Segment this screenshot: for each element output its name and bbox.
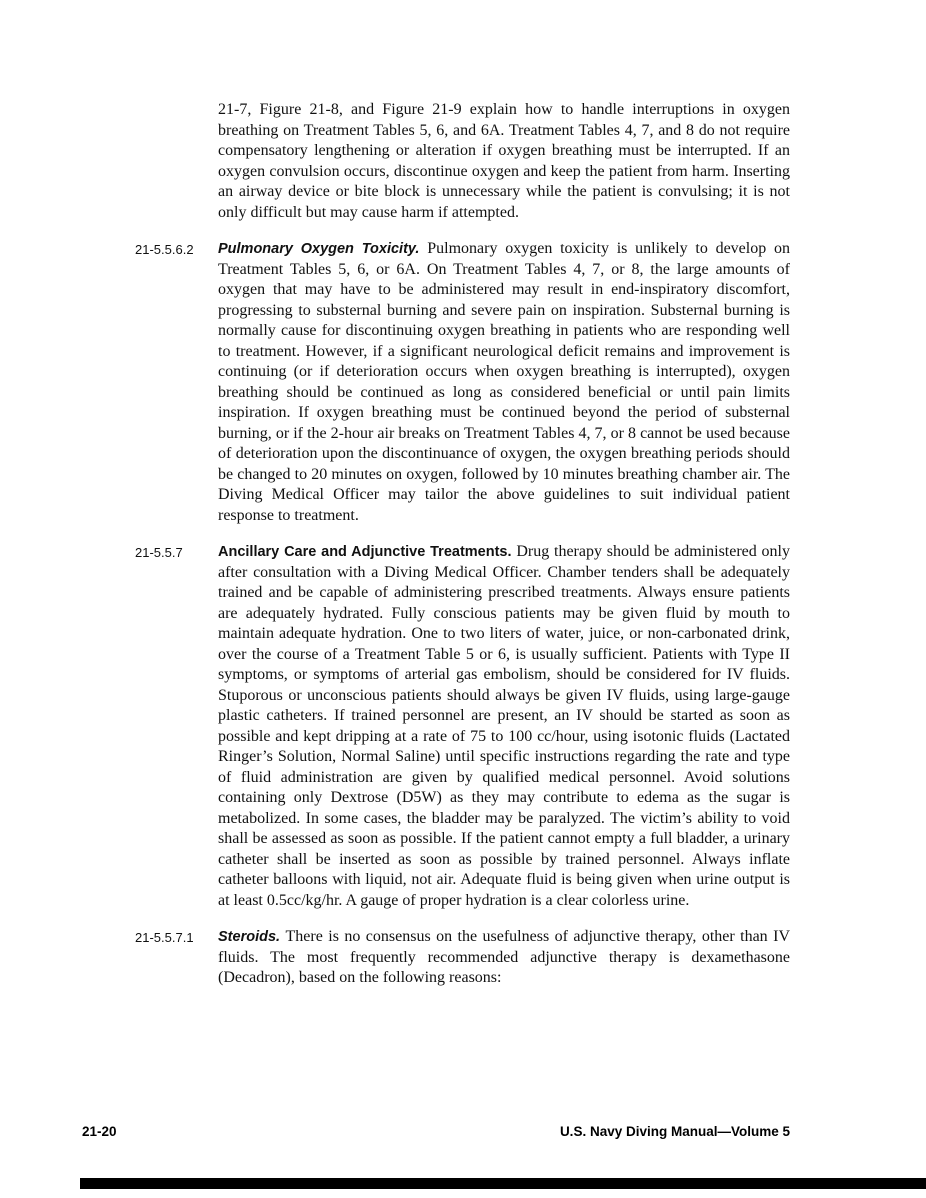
section-21-5-5-7-1 [135,927,926,989]
paragraph-body-text: 21-7, Figure 21-8, and Figure 21-9 explain how to handle interruptions in oxygen breathing on Treatment Tables 5, 6, and 6A. Treatment Tables 4, 7, and 8 do not require compensatory lengthening or alteration if oxygen breathing must be interrupted. If an oxygen convulsion occurs, discontinue oxygen and keep the patient from harm. Inserting an airway device or bite block is unnecessary while the patient is convulsing; it is not only difficult but may cause harm if attempted. [218,101,790,221]
paragraph-body-text: Drug therapy should be administered only after consultation with a Diving Medical Officer. Chamber tenders shall be adequately trained and be capable of administering prescribed treatments. Always ensure patients are adequately hydrated. Fully conscious patients may be given fluid by mouth to maintain adequate hydration. One to two liters of water, juice, or non-carbonated drink, over the course of a Treatment Table 5 or 6, is usually sufficient. Patients with Type II symptoms, or symptoms of arterial gas embolism, should be considered for IV fluids. Stuporous or unconscious patients should always be given IV fluids, using large-gauge plastic catheters. If trained personnel are present, an IV should be started as soon as possible and kept dripping at a rate of 75 to 100 cc/hour, using isotonic fluids (Lactated Ringer’s Solution, Normal Saline) until specific instructions regarding the rate and type of fluid administration are given by qualified medical personnel. Avoid solutions containing only Dextrose (D5W) as they may contribute to edema as the sugar is metabolized. In some cases, the bladder may be paralyzed. The victim’s ability to void shall be assessed as soon as possible. If the patient cannot empty a full bladder, a urinary catheter shall be inserted as soon as possible by trained personnel. Always inflate catheter balloons with liquid, not air. Adequate fluid is being given when urine output is at least 0.5cc/kg/hr. A gauge of proper hydration is a clear colorless urine. [218,543,791,909]
section-label: 21-5.5.7 [135,545,183,560]
section-label: 21-5.5.7.1 [135,930,194,945]
section-heading: Ancillary Care and Adjunctive Treatments. [218,544,512,560]
footer-page-number: 21-20 [82,1124,117,1139]
paragraph-text [218,542,790,911]
paragraph-body-text: Pulmonary oxygen toxicity is unlikely to develop on Treatment Tables 5, 6, or 6A. On Treatment Tables 4, 7, or 8, the large amounts of oxygen that may have to be administered may result in end-inspiratory discomfort, progressing to substernal burning and severe pain on inspiration. Substernal burning is normally cause for discontinuing oxygen breathing in patients who are responding well to treatment. However, if a significant neurological deficit remains and improvement is continuing (or if deterioration occurs when oxygen breathing is interrupted), oxygen breathing should be continued as long as considered beneficial or until pain limits inspiration. If oxygen breathing must be continued beyond the period of substernal burning, or if the 2-hour air breaks on Treatment Tables 4, 7, or 8 cannot be used because of deterioration upon the discontinuance of oxygen, the oxygen breathing periods should be changed to 20 minutes on oxygen, followed by 10 minutes breathing chamber air. The Diving Medical Officer may tailor the above guidelines to suit individual patient response to treatment. [218,240,790,524]
section-21-5-5-7 [135,542,926,911]
paragraph-text [218,100,790,223]
footer-manual-title: U.S. Navy Diving Manual—Volume 5 [559,1124,790,1139]
page-content [0,100,926,1005]
bottom-bar [80,1178,926,1189]
page-footer [82,1124,790,1139]
section-21-5-5-6-2 [135,239,926,526]
paragraph-text [218,927,790,989]
paragraph-continuation [135,100,926,223]
paragraph-body-text: There is no consensus on the usefulness of adjunctive therapy, other than IV fluids. The most frequently recommended adjunctive therapy is dexamethasone (Decadron), based on the following reasons: [218,928,790,986]
section-heading: Steroids. [218,929,281,945]
section-label: 21-5.5.6.2 [135,242,194,257]
paragraph-text [218,239,790,526]
section-heading: Pulmonary Oxygen Toxicity. [218,241,420,257]
section-label [135,100,218,223]
